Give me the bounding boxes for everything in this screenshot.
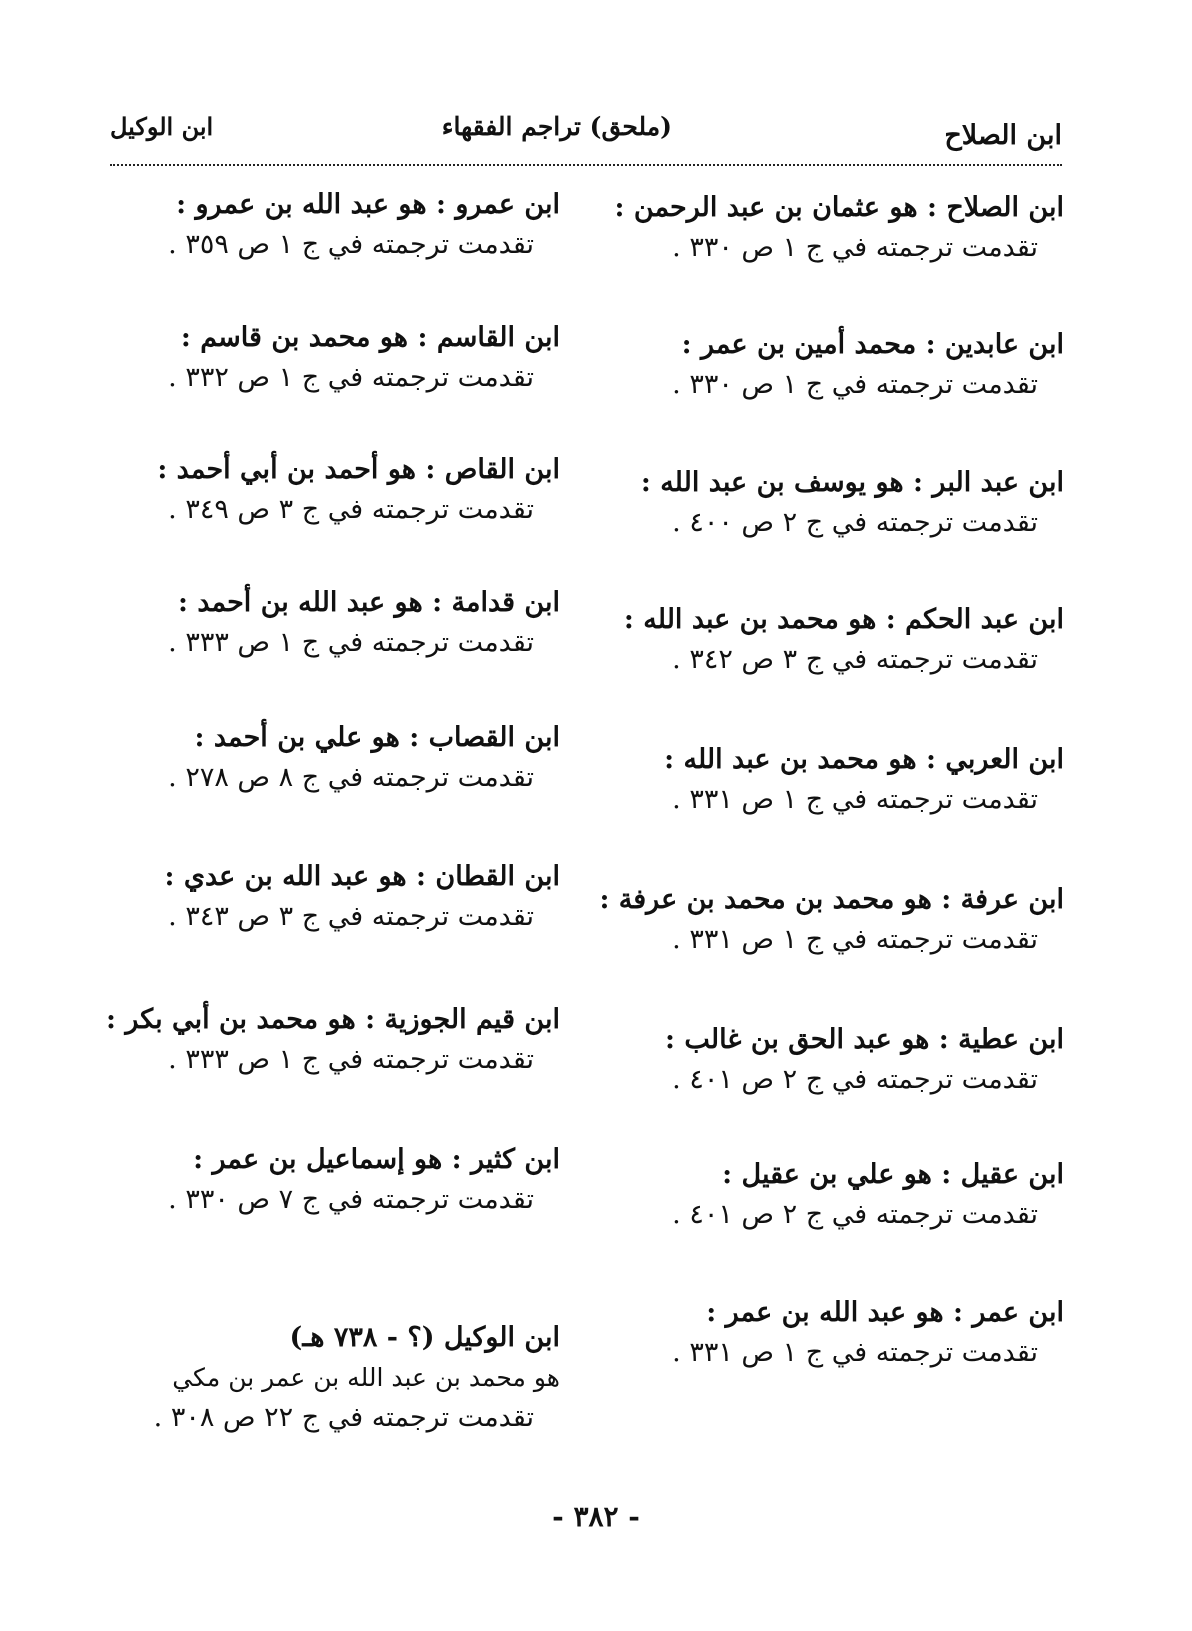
running-header	[110, 108, 1062, 164]
entry-reference: تقدمت ترجمته في ج ١ ص ٣٥٩ .	[168, 229, 534, 260]
entry	[594, 740, 1064, 820]
entry-reference: تقدمت ترجمته في ج ١ ص ٣٣١ .	[672, 1337, 1038, 1368]
entry-title: ابن عبد البر : هو يوسف بن عبد الله :	[640, 467, 1064, 498]
entry	[594, 600, 1064, 680]
entry-reference: تقدمت ترجمته في ج ١ ص ٣٣٢ .	[168, 362, 534, 393]
header-right-entry: ابن الصلاح	[944, 120, 1062, 151]
entry-reference: تقدمت ترجمته في ج ٣ ص ٣٤٩ .	[168, 494, 534, 525]
entry-reference: تقدمت ترجمته في ج ١ ص ٣٣١ .	[672, 784, 1038, 815]
entry-reference: تقدمت ترجمته في ج ٢٢ ص ٣٠٨ .	[153, 1402, 534, 1433]
entry-title: ابن عقيل : هو علي بن عقيل :	[722, 1159, 1064, 1190]
entry	[594, 1020, 1064, 1100]
entry	[594, 325, 1064, 405]
entry-title: ابن قدامة : هو عبد الله بن أحمد :	[177, 587, 560, 618]
entry	[594, 880, 1064, 960]
entry-title: ابن القاص : هو أحمد بن أبي أحمد :	[157, 454, 560, 485]
entry-reference: تقدمت ترجمته في ج ٣ ص ٣٤٣ .	[168, 901, 534, 932]
entry-reference: تقدمت ترجمته في ج ٧ ص ٣٣٠ .	[168, 1184, 534, 1215]
header-left-entry: ابن الوكيل	[110, 112, 214, 141]
entry-reference: تقدمت ترجمته في ج ١ ص ٣٣٣ .	[168, 627, 534, 658]
entry-reference: تقدمت ترجمته في ج ١ ص ٣٣١ .	[672, 924, 1038, 955]
entry	[40, 1140, 560, 1220]
entry-title: ابن عمرو : هو عبد الله بن عمرو :	[176, 189, 560, 220]
entry-title: ابن العربي : هو محمد بن عبد الله :	[664, 744, 1064, 775]
entry-reference: تقدمت ترجمته في ج ٢ ص ٤٠١ .	[672, 1199, 1038, 1230]
entry	[40, 1000, 560, 1080]
entry-title: ابن عابدين : محمد أمين بن عمر :	[681, 329, 1064, 360]
entry-title: ابن عرفة : هو محمد بن محمد بن عرفة :	[599, 884, 1064, 915]
entry	[40, 450, 560, 530]
entry-reference: تقدمت ترجمته في ج ٢ ص ٤٠١ .	[672, 1064, 1038, 1095]
entry-title: ابن عبد الحكم : هو محمد بن عبد الله :	[623, 604, 1064, 635]
entry	[40, 318, 560, 398]
entry	[594, 463, 1064, 543]
entry-title: ابن عمر : هو عبد الله بن عمر :	[706, 1297, 1064, 1328]
entry-title: ابن القاسم : هو محمد بن قاسم :	[180, 322, 560, 353]
entry-title: ابن كثير : هو إسماعيل بن عمر :	[193, 1144, 560, 1175]
entry	[40, 185, 560, 265]
entry-reference: تقدمت ترجمته في ج ١ ص ٣٣٠ .	[672, 232, 1038, 263]
entry	[594, 1155, 1064, 1235]
entry-title: ابن قيم الجوزية : هو محمد بن أبي بكر :	[105, 1004, 560, 1035]
entry-reference: تقدمت ترجمته في ج ١ ص ٣٣٣ .	[168, 1044, 534, 1075]
header-dotted-rule	[110, 164, 1062, 166]
entry-reference: تقدمت ترجمته في ج ٨ ص ٢٧٨ .	[168, 762, 534, 793]
entry-reference: تقدمت ترجمته في ج ٢ ص ٤٠٠ .	[672, 507, 1038, 538]
entry-reference: تقدمت ترجمته في ج ١ ص ٣٣٠ .	[672, 369, 1038, 400]
header-section-title: (ملحق) تراجم الفقهاء	[441, 112, 672, 141]
entry-last	[40, 1318, 560, 1438]
entry-title: ابن الوكيل (؟ - ٧٣٨ هـ)	[289, 1322, 560, 1353]
entry	[40, 857, 560, 937]
page-number: - ٣٨٢ -	[552, 1500, 640, 1533]
entry	[40, 583, 560, 663]
entry-title: ابن القطان : هو عبد الله بن عدي :	[164, 861, 560, 892]
entry	[594, 1293, 1064, 1373]
entry-reference: تقدمت ترجمته في ج ٣ ص ٣٤٢ .	[672, 644, 1038, 675]
entry-title: ابن عطية : هو عبد الحق بن غالب :	[664, 1024, 1064, 1055]
entry	[40, 718, 560, 798]
entry-title: ابن الصلاح : هو عثمان بن عبد الرحمن :	[614, 192, 1064, 223]
entry	[594, 188, 1064, 268]
entry-description: هو محمد بن عبد الله بن عمر بن مكي	[172, 1363, 560, 1392]
entry-title: ابن القصاب : هو علي بن أحمد :	[194, 722, 560, 753]
